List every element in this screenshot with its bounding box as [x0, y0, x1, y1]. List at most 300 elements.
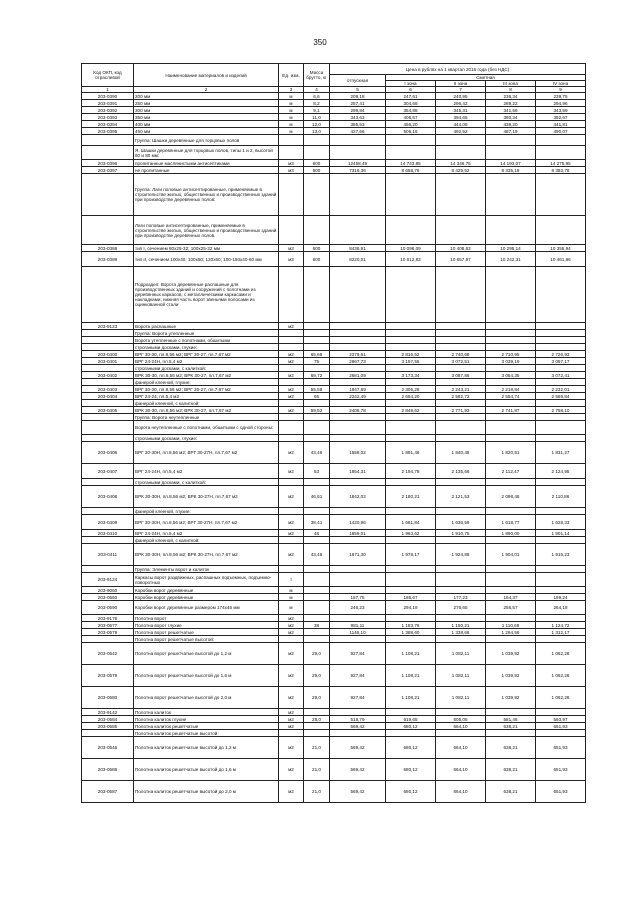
- table-row: [82, 537, 586, 544]
- cell-name: Полотна калиток: [134, 709, 279, 716]
- cell-unit: м2: [279, 486, 304, 508]
- cell-price-zone-3: 289,22: [486, 100, 536, 107]
- cell-mass: [304, 587, 330, 594]
- cell-price-zone-2: [436, 435, 486, 442]
- cell-price-zone-2: 3 087,86: [436, 372, 486, 379]
- cell-price-zone-1: [386, 146, 436, 160]
- cell-price-zone-4: 593,97: [536, 716, 586, 723]
- cell-mass: 59,52: [304, 407, 330, 414]
- cell-price-zone-4: 10 461,86: [536, 252, 586, 267]
- cell-price-zone-1: [386, 537, 436, 544]
- table-row: [82, 486, 586, 508]
- cell-price-release: 569,42: [330, 759, 386, 781]
- cell-mass: [304, 174, 330, 216]
- cell-price-release: 927,84: [330, 643, 386, 665]
- cell-price-zone-3: 380,34: [486, 114, 536, 121]
- cell-price-zone-2: [436, 537, 486, 544]
- cell-price-release: [330, 615, 386, 622]
- table-row: [82, 400, 586, 407]
- cell-name: 250 мм: [134, 100, 279, 107]
- index-cell: 2: [134, 87, 279, 93]
- cell-price-zone-1: 1 108,21: [386, 665, 436, 687]
- cell-price-zone-2: [436, 709, 486, 716]
- cell-price-zone-3: [486, 267, 536, 323]
- cell-price-zone-2: 2 135,66: [436, 464, 486, 479]
- cell-price-zone-2: 1 636,59: [436, 515, 486, 530]
- index-cell: 8: [486, 87, 536, 93]
- cell-price-zone-1: 1 108,21: [386, 687, 436, 709]
- index-cell: 7: [436, 87, 486, 93]
- table-row: [82, 515, 586, 530]
- cell-mass: 43,46: [304, 544, 330, 566]
- cell-price-release: 257,41: [330, 100, 386, 107]
- table-row: [82, 365, 586, 372]
- cell-price-zone-3: [486, 615, 536, 622]
- cell-price-zone-1: [386, 323, 436, 330]
- cell-price-zone-4: 1 124,72: [536, 622, 586, 629]
- cell-unit: м: [279, 121, 304, 128]
- cell-price-zone-2: [436, 330, 486, 337]
- cell-mass: [304, 365, 330, 372]
- cell-mass: [304, 537, 330, 544]
- cell-price-release: [330, 636, 386, 643]
- cell-name: строгаными досками, с калиткой:: [134, 479, 279, 486]
- cell-unit: [279, 174, 304, 216]
- cell-price-release: [330, 330, 386, 337]
- index-cell: 3: [279, 87, 304, 93]
- cell-price-zone-2: 1 910,75: [436, 530, 486, 537]
- cell-name: Группа: Ворота утепленные: [134, 330, 279, 337]
- cell-price-zone-1: [386, 365, 436, 372]
- cell-price-zone-4: 441,81: [536, 121, 586, 128]
- cell-price-zone-2: 2 121,53: [436, 486, 486, 508]
- cell-price-release: [330, 379, 386, 386]
- cell-mass: [304, 379, 330, 386]
- cell-price-zone-1: 3 157,55: [386, 358, 436, 365]
- cell-code: [82, 508, 134, 515]
- cell-price-zone-3: [486, 135, 536, 146]
- cell-name: ВРК 30-30Н, пл.8,56 м2; ВРК 30-27Н, пл.7,67 м2: [134, 544, 279, 566]
- cell-code: 203-0579: [82, 665, 134, 687]
- cell-price-release: 569,42: [330, 737, 386, 759]
- cell-code: 203-9060: [82, 587, 134, 594]
- table-row: [82, 174, 586, 216]
- cell-price-release: [330, 566, 386, 573]
- cell-price-zone-1: 1 388,60: [386, 629, 436, 636]
- cell-price-zone-1: [386, 135, 436, 146]
- cell-price-zone-2: 3 072,51: [436, 358, 486, 365]
- cell-price-release: 569,42: [330, 723, 386, 730]
- cell-price-zone-1: [386, 615, 436, 622]
- cell-mass: [304, 344, 330, 351]
- cell-price-zone-3: [486, 330, 536, 337]
- cell-code: 203-0403: [82, 386, 134, 393]
- cell-price-zone-2: [436, 479, 486, 486]
- cell-price-zone-2: [436, 337, 486, 344]
- cell-code: 203-0392: [82, 107, 134, 114]
- cell-price-zone-3: [486, 730, 536, 737]
- cell-price-zone-1: 186,67: [386, 594, 436, 601]
- cell-price-zone-3: [486, 537, 536, 544]
- cell-price-zone-1: 294,19: [386, 601, 436, 615]
- cell-code: 203-0391: [82, 100, 134, 107]
- cell-price-zone-2: 14 346,75: [436, 160, 486, 167]
- cell-price-zone-4: [536, 636, 586, 643]
- cell-name: Группа: Элементы ворот и калиток: [134, 566, 279, 573]
- cell-mass: [304, 337, 330, 344]
- cell-price-zone-3: 1 039,92: [486, 665, 536, 687]
- cell-unit: [279, 421, 304, 435]
- table-row: [82, 665, 586, 687]
- cell-price-release: 1854,31: [330, 464, 386, 479]
- cell-price-zone-4: [536, 421, 586, 435]
- cell-unit: м2: [279, 372, 304, 379]
- cell-price-zone-4: [536, 573, 586, 587]
- table-row: [82, 252, 586, 267]
- cell-name: 200 мм: [134, 93, 279, 100]
- header-price-group: Цена в рублях на 1 квартал 2016 года (без НДС): [330, 64, 586, 75]
- cell-price-zone-1: [386, 566, 436, 573]
- cell-price-release: 2379,61: [330, 351, 386, 358]
- cell-price-zone-3: [486, 323, 536, 330]
- cell-price-zone-4: [536, 267, 586, 323]
- cell-mass: 29,0: [304, 687, 330, 709]
- cell-code: [82, 730, 134, 737]
- table-row: [82, 93, 586, 100]
- index-cell: 6: [386, 87, 436, 93]
- cell-name: ВРГ 24-24Н, пл.5,4 м2: [134, 530, 279, 537]
- cell-name: Каркасы ворот раздвижных, распашных подъемных, подъемно-поворотных: [134, 573, 279, 587]
- cell-mass: [304, 723, 330, 730]
- cell-mass: [304, 330, 330, 337]
- index-cell: 4: [304, 87, 330, 93]
- table-row: [82, 128, 586, 135]
- cell-price-release: [330, 135, 386, 146]
- cell-price-zone-1: 2 305,28: [386, 386, 436, 393]
- cell-unit: м2: [279, 442, 304, 464]
- cell-price-zone-1: [386, 216, 436, 245]
- table-row: [82, 723, 586, 730]
- table-row: [82, 601, 586, 615]
- cell-price-release: 2667,73: [330, 358, 386, 365]
- cell-unit: м2: [279, 737, 304, 759]
- cell-mass: 75: [304, 358, 330, 365]
- cell-price-zone-4: 2 726,93: [536, 351, 586, 358]
- table-row: [82, 393, 586, 400]
- cell-code: 203-0390: [82, 93, 134, 100]
- cell-name: Полотна ворот решетчатые высотой до 2,0 м: [134, 687, 279, 709]
- cell-price-release: [330, 174, 386, 216]
- cell-price-zone-3: 1 904,01: [486, 544, 536, 566]
- cell-price-release: 1420,96: [330, 515, 386, 530]
- cell-price-release: 2242,49: [330, 393, 386, 400]
- table-row: [82, 358, 586, 365]
- table-row: [82, 687, 586, 709]
- cell-mass: 29,0: [304, 665, 330, 687]
- cell-price-zone-2: [436, 566, 486, 573]
- cell-name: Я. Шашки деревянные для торцовых полов, типы 1 и 2, высотой 60 и 80 мм:: [134, 146, 279, 160]
- cell-price-release: 927,84: [330, 665, 386, 687]
- header-estimate: Сметная: [386, 75, 586, 81]
- cell-price-zone-1: 2 816,52: [386, 351, 436, 358]
- cell-name: Группа: Лаги половые антисептированные, применяемые в строительстве жилых, общественных и производственных зданий при производстве деревянных полов:: [134, 174, 279, 216]
- cell-price-release: 1558,02: [330, 442, 386, 464]
- cell-price-zone-4: 3 072,41: [536, 372, 586, 379]
- cell-mass: [304, 414, 330, 421]
- cell-mass: 69,72: [304, 372, 330, 379]
- cell-unit: м2: [279, 351, 304, 358]
- cell-price-zone-3: 3 054,35: [486, 372, 536, 379]
- cell-price-zone-4: 10 355,94: [536, 245, 586, 252]
- cell-mass: 65,68: [304, 351, 330, 358]
- cell-name: 300 мм: [134, 107, 279, 114]
- page-number: 350: [313, 38, 327, 47]
- cell-name: 350 мм: [134, 114, 279, 121]
- table-row: [82, 442, 586, 464]
- cell-code: [82, 174, 134, 216]
- cell-price-zone-4: 2 110,86: [536, 486, 586, 508]
- cell-code: 203-0411: [82, 544, 134, 566]
- cell-price-release: 1671,30: [330, 544, 386, 566]
- cell-price-zone-4: [536, 174, 586, 216]
- cell-price-release: 569,42: [330, 781, 386, 803]
- cell-name: Коробки ворот деревянные: [134, 594, 279, 601]
- price-table: [81, 63, 586, 803]
- table-row: [82, 508, 586, 515]
- cell-mass: [304, 146, 330, 160]
- cell-price-zone-3: [486, 636, 536, 643]
- cell-price-zone-3: 581,46: [486, 716, 536, 723]
- cell-price-zone-3: [486, 174, 536, 216]
- cell-price-release: 427,66: [330, 128, 386, 135]
- cell-price-zone-4: 2 569,84: [536, 393, 586, 400]
- cell-price-zone-2: 1 150,21: [436, 622, 486, 629]
- table-row: [82, 573, 586, 587]
- cell-price-zone-3: 2 218,84: [486, 386, 536, 393]
- table-row: [82, 435, 586, 442]
- cell-price-zone-1: 10 096,09: [386, 245, 436, 252]
- cell-code: [82, 421, 134, 435]
- table-row: [82, 386, 586, 393]
- cell-code: 203-0401: [82, 358, 134, 365]
- cell-price-zone-3: 164,37: [486, 594, 536, 601]
- cell-price-zone-1: [386, 573, 436, 587]
- cell-price-release: 299,84: [330, 107, 386, 114]
- cell-mass: 600: [304, 252, 330, 267]
- cell-price-release: 12458,49: [330, 160, 386, 167]
- cell-price-zone-4: 1 062,28: [536, 665, 586, 687]
- cell-mass: [304, 216, 330, 245]
- cell-price-zone-2: 276,65: [436, 601, 486, 615]
- cell-name: Полотна калиток решетчатые: [134, 723, 279, 730]
- cell-unit: м2: [279, 723, 304, 730]
- cell-unit: м2: [279, 643, 304, 665]
- cell-price-zone-4: 239,75: [536, 93, 586, 100]
- cell-name: пропитанные маслянистыми антисептиками: [134, 160, 279, 167]
- cell-price-zone-3: [486, 414, 536, 421]
- cell-code: [82, 435, 134, 442]
- cell-price-zone-3: 638,21: [486, 781, 536, 803]
- cell-mass: 29,0: [304, 643, 330, 665]
- cell-price-zone-2: 2 740,68: [436, 351, 486, 358]
- cell-name: ВРГ 30-30Н, пл.8,56 м2; ВРГ 30-27Н, пл.7,67 м2: [134, 442, 279, 464]
- cell-price-zone-2: 1 338,66: [436, 629, 486, 636]
- cell-code: 203-0406: [82, 442, 134, 464]
- cell-code: [82, 566, 134, 573]
- cell-name: фанерой клееной, глухие:: [134, 508, 279, 515]
- cell-price-zone-2: 10 408,63: [436, 245, 486, 252]
- cell-code: 203-0394: [82, 121, 134, 128]
- cell-price-zone-2: [436, 615, 486, 622]
- cell-price-zone-1: [386, 174, 436, 216]
- cell-unit: м2: [279, 544, 304, 566]
- cell-price-zone-1: 2 848,62: [386, 407, 436, 414]
- cell-name: не пропитанные: [134, 167, 279, 174]
- cell-mass: 46,61: [304, 486, 330, 508]
- cell-price-release: 981,11: [330, 622, 386, 629]
- cell-price-zone-2: [436, 174, 486, 216]
- cell-price-zone-4: 1 901,14: [536, 530, 586, 537]
- cell-price-release: 1842,02: [330, 486, 386, 508]
- cell-mass: [304, 435, 330, 442]
- cell-mass: 55,58: [304, 386, 330, 393]
- cell-unit: м2: [279, 716, 304, 723]
- cell-unit: м2: [279, 393, 304, 400]
- cell-price-zone-1: 2 180,21: [386, 486, 436, 508]
- cell-price-zone-1: [386, 479, 436, 486]
- table-row: [82, 464, 586, 479]
- cell-price-zone-2: 1 082,11: [436, 687, 486, 709]
- cell-price-release: [330, 435, 386, 442]
- cell-price-release: 8220,01: [330, 252, 386, 267]
- cell-code: 203-0396: [82, 160, 134, 167]
- cell-price-zone-1: [386, 414, 436, 421]
- cell-price-zone-4: [536, 709, 586, 716]
- cell-price-zone-3: 10 242,31: [486, 252, 536, 267]
- cell-mass: 600: [304, 160, 330, 167]
- cell-unit: м2: [279, 615, 304, 622]
- cell-mass: [304, 323, 330, 330]
- cell-unit: [279, 537, 304, 544]
- cell-name: ВРГ 24-24Н, пл.5,4 м2: [134, 464, 279, 479]
- table-row: [82, 121, 586, 128]
- cell-price-zone-2: 345,31: [436, 107, 486, 114]
- cell-price-release: 209,18: [330, 93, 386, 100]
- cell-price-zone-3: 10 295,14: [486, 245, 536, 252]
- cell-name: Полотна калиток решетчатые высотой до 1,6 м: [134, 759, 279, 781]
- cell-mass: [304, 508, 330, 515]
- cell-price-release: 1146,10: [330, 629, 386, 636]
- cell-code: 203-0590: [82, 601, 134, 615]
- cell-unit: м2: [279, 515, 304, 530]
- cell-name: Полотна калиток решетчатые высотой:: [134, 730, 279, 737]
- cell-mass: 38: [304, 622, 330, 629]
- table-row: [82, 167, 586, 174]
- cell-price-zone-2: 664,10: [436, 781, 486, 803]
- cell-name: 400 мм: [134, 121, 279, 128]
- cell-price-zone-3: [486, 479, 536, 486]
- cell-code: 203-9142: [82, 709, 134, 716]
- cell-mass: 28,0: [304, 716, 330, 723]
- cell-price-zone-2: 394,65: [436, 114, 486, 121]
- cell-name: тип II, сечением 100х40; 100х50; 120х60; 100-150х40-60 мм: [134, 252, 279, 267]
- cell-unit: м3: [279, 245, 304, 252]
- cell-code: [82, 267, 134, 323]
- cell-price-zone-3: 1 039,92: [486, 643, 536, 665]
- cell-price-zone-1: [386, 587, 436, 594]
- cell-code: [82, 330, 134, 337]
- table-row: [82, 530, 586, 537]
- cell-price-zone-1: 619,65: [386, 716, 436, 723]
- cell-price-zone-2: [436, 573, 486, 587]
- header-zone: II зона: [436, 81, 486, 87]
- cell-code: [82, 537, 134, 544]
- cell-price-zone-3: 2 112,47: [486, 464, 536, 479]
- table-row: [82, 759, 586, 781]
- cell-price-zone-4: [536, 566, 586, 573]
- cell-price-zone-2: [436, 365, 486, 372]
- cell-unit: м2: [279, 622, 304, 629]
- cell-price-zone-1: 1 681,84: [386, 515, 436, 530]
- index-cell: 1: [82, 87, 134, 93]
- cell-unit: [279, 566, 304, 573]
- cell-name: Коробки ворот деревянные: [134, 587, 279, 594]
- table-row: [82, 629, 586, 636]
- cell-code: 203-9124: [82, 573, 134, 587]
- cell-price-zone-4: 169,24: [536, 594, 586, 601]
- table-row: [82, 414, 586, 421]
- cell-mass: [304, 573, 330, 587]
- cell-mass: [304, 615, 330, 622]
- cell-price-zone-4: 14 275,95: [536, 160, 586, 167]
- table-row: [82, 544, 586, 566]
- cell-price-zone-4: 651,93: [536, 737, 586, 759]
- cell-price-zone-4: [536, 135, 586, 146]
- cell-mass: [304, 400, 330, 407]
- cell-price-zone-2: [436, 216, 486, 245]
- cell-mass: 8,2: [304, 100, 330, 107]
- cell-price-zone-1: 680,12: [386, 723, 436, 730]
- cell-price-zone-3: 1 618,77: [486, 515, 536, 530]
- cell-price-zone-4: [536, 400, 586, 407]
- cell-unit: [279, 400, 304, 407]
- cell-unit: м2: [279, 709, 304, 716]
- cell-price-zone-2: 2 243,21: [436, 386, 486, 393]
- cell-unit: [279, 330, 304, 337]
- header-zone: I зона: [386, 81, 436, 87]
- cell-unit: [279, 365, 304, 372]
- cell-mass: 12,0: [304, 121, 330, 128]
- cell-price-release: 927,84: [330, 687, 386, 709]
- cell-code: [82, 146, 134, 160]
- cell-price-zone-3: [486, 344, 536, 351]
- cell-price-zone-3: 2 554,74: [486, 393, 536, 400]
- cell-price-zone-3: [486, 573, 536, 587]
- cell-price-zone-2: 664,10: [436, 723, 486, 730]
- cell-price-zone-2: 177,23: [436, 594, 486, 601]
- cell-price-release: [330, 508, 386, 515]
- cell-mass: [304, 730, 330, 737]
- cell-price-release: [330, 479, 386, 486]
- cell-name: Полотна калиток решетчатые высотой до 1,2 м: [134, 737, 279, 759]
- table-row: [82, 587, 586, 594]
- table-row: [82, 594, 586, 601]
- cell-name: Полотна калиток решетчатые высотой до 2,0 м: [134, 781, 279, 803]
- cell-price-zone-4: [536, 146, 586, 160]
- cell-unit: м3: [279, 167, 304, 174]
- table-row: [82, 160, 586, 167]
- cell-price-zone-1: [386, 344, 436, 351]
